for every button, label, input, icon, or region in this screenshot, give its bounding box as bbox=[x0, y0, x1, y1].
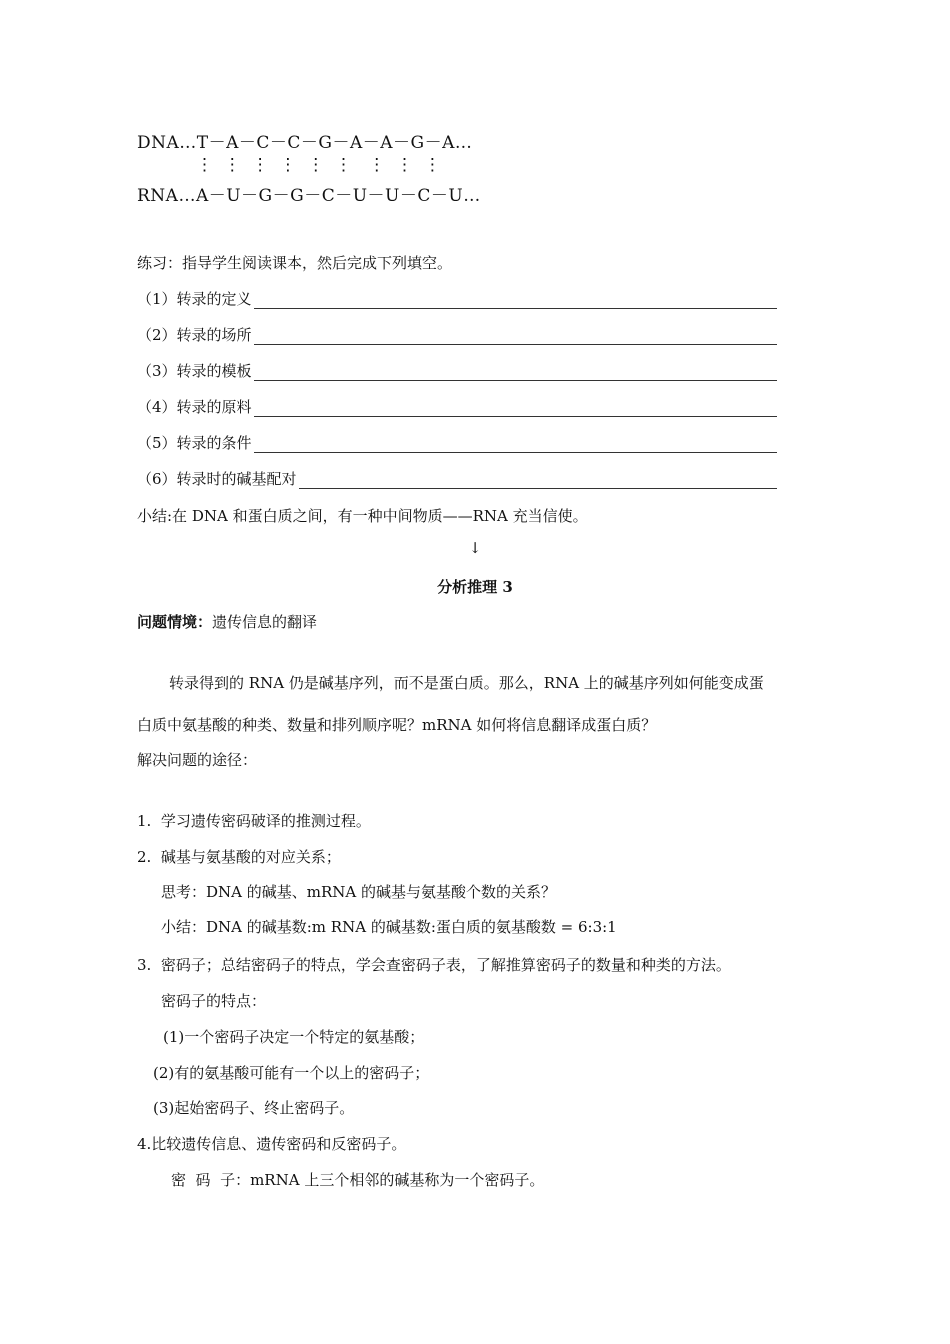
codon-definition: 密 码 子：mRNA 上三个相邻的碱基称为一个密码子。 bbox=[171, 1171, 545, 1189]
fill-blank-4 bbox=[137, 396, 777, 417]
answer-line bbox=[254, 402, 777, 417]
paragraph-line-2: 白质中氨基酸的种类、数量和排列顺序呢？mRNA 如何将信息翻译成蛋白质？ bbox=[137, 716, 657, 734]
problem-context bbox=[137, 611, 317, 632]
step-3: 3. 密码子；总结密码子的特点，学会查密码子表，了解推算密码子的数量和种类的方法。 bbox=[137, 956, 731, 974]
answer-line bbox=[254, 366, 777, 381]
pairing-dots: ⋮ ⋮ ⋮ ⋮ ⋮ ⋮ ⋮ ⋮ ⋮ bbox=[196, 155, 441, 175]
codon-feature-1: (1)一个密码子决定一个特定的氨基酸； bbox=[163, 1028, 425, 1046]
step-3-sub: 密码子的特点： bbox=[161, 992, 267, 1010]
step-2-summary: 小结：DNA 的碱基数:m RNA 的碱基数:蛋白质的氨基酸数 = 6:3:1 bbox=[161, 918, 617, 936]
fill-blank-2 bbox=[137, 324, 777, 345]
section-title: 分析推理 3 bbox=[437, 578, 513, 596]
problem-label: 问题情境： bbox=[137, 613, 213, 631]
step-4: 4.比较遗传信息、遗传密码和反密码子。 bbox=[137, 1135, 407, 1153]
fill-blank-1 bbox=[137, 288, 777, 309]
fill-label: （1）转录的定义 bbox=[137, 290, 252, 308]
fill-label: （2）转录的场所 bbox=[137, 326, 252, 344]
fill-label: （4）转录的原料 bbox=[137, 398, 252, 416]
answer-line bbox=[254, 438, 777, 453]
fill-blank-3 bbox=[137, 360, 777, 381]
step-2-think: 思考：DNA 的碱基、mRNA 的碱基与氨基酸个数的关系？ bbox=[161, 883, 556, 901]
approach-heading: 解决问题的途径： bbox=[137, 751, 258, 769]
down-arrow: ↓ bbox=[468, 539, 482, 557]
exercise-intro: 练习：指导学生阅读课本，然后完成下列填空。 bbox=[137, 254, 453, 272]
answer-line bbox=[299, 474, 777, 489]
fill-label: （3）转录的模板 bbox=[137, 362, 252, 380]
dna-sequence: DNA…T－A－C－C－G－A－A－G－A… bbox=[137, 133, 473, 153]
rna-sequence: RNA…A－U－G－G－C－U－U－C－U… bbox=[137, 186, 481, 206]
codon-feature-2: (2)有的氨基酸可能有一个以上的密码子； bbox=[153, 1064, 430, 1082]
codon-feature-3: (3)起始密码子、终止密码子。 bbox=[153, 1099, 355, 1117]
summary-messenger: 小结:在 DNA 和蛋白质之间，有一种中间物质——RNA 充当信使。 bbox=[137, 507, 588, 525]
answer-line bbox=[254, 294, 777, 309]
fill-label: （5）转录的条件 bbox=[137, 434, 252, 452]
paragraph-line-1: 转录得到的 RNA 仍是碱基序列，而不是蛋白质。那么，RNA 上的碱基序列如何能变成蛋 bbox=[169, 674, 764, 692]
step-2: 2. 碱基与氨基酸的对应关系； bbox=[137, 848, 341, 866]
step-1: 1. 学习遗传密码破译的推测过程。 bbox=[137, 812, 371, 830]
fill-label: （6）转录时的碱基配对 bbox=[137, 470, 297, 488]
fill-blank-5 bbox=[137, 432, 777, 453]
answer-line bbox=[254, 330, 777, 345]
problem-text: 遗传信息的翻译 bbox=[212, 613, 318, 631]
fill-blank-6 bbox=[137, 468, 777, 489]
